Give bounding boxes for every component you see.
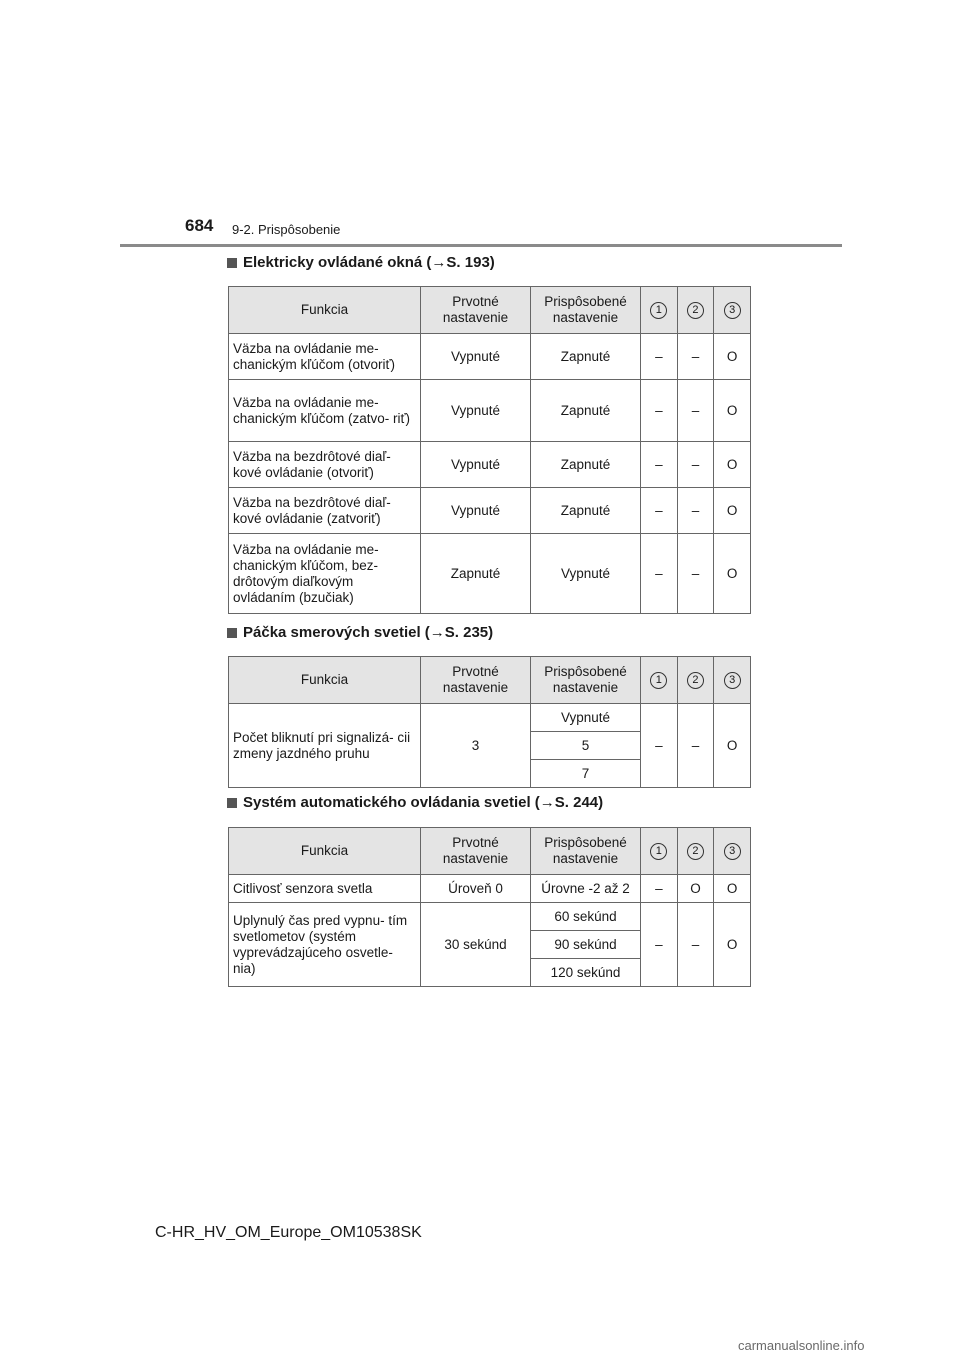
section-title-turn-signal-lever [227, 624, 493, 641]
circled-number-3-icon: 3 [724, 302, 741, 319]
circled-number-3-icon: 3 [724, 672, 741, 689]
document-code: C-HR_HV_OM_Europe_OM10538SK [155, 1224, 422, 1241]
col-header-1 [641, 287, 678, 334]
cell-custom-option: 120 sekúnd [531, 959, 641, 987]
cell-col2: – [677, 380, 714, 442]
cell-function: Počet bliknutí pri signalizá- cii zmeny jazdného pruhu [229, 704, 421, 788]
cell-col3: O [714, 875, 751, 903]
col-header-1 [641, 828, 678, 875]
cell-custom: Zapnuté [531, 442, 641, 488]
square-bullet-icon [227, 628, 237, 638]
circled-number-1-icon: 1 [650, 672, 667, 689]
cell-col3: O [714, 334, 751, 380]
table-row [229, 534, 751, 614]
cell-custom: Zapnuté [531, 334, 641, 380]
table-header-row [229, 287, 751, 334]
col-header-3 [714, 657, 751, 704]
circled-number-2-icon: 2 [687, 302, 704, 319]
cell-col1: – [641, 442, 678, 488]
col-header-3 [714, 287, 751, 334]
cell-custom: Zapnuté [531, 488, 641, 534]
cell-col2: – [677, 903, 714, 987]
section-title-text: Elektricky ovládané okná (→S. 193) [243, 254, 495, 271]
cell-col1: – [641, 380, 678, 442]
square-bullet-icon [227, 798, 237, 808]
col-header-2 [677, 828, 714, 875]
cell-initial: Vypnuté [421, 334, 531, 380]
cell-function: Uplynulý čas pred vypnu- tím svetlometov (systém vyprevádzajúceho osvetle- nia) [229, 903, 421, 987]
cell-custom-option: 60 sekúnd [531, 903, 641, 931]
cell-function: Väzba na ovládanie me- chanickým kľúčom (zatvo- riť) [229, 380, 421, 442]
cell-col1: – [641, 903, 678, 987]
cell-initial: Vypnuté [421, 442, 531, 488]
section-title-power-windows [227, 254, 495, 271]
col-header-initial: Prvotné nastavenie [421, 287, 531, 334]
cell-col3: O [714, 704, 751, 788]
circled-number-1-icon: 1 [650, 302, 667, 319]
cell-col3: O [714, 488, 751, 534]
cell-initial: Vypnuté [421, 488, 531, 534]
cell-col1: – [641, 704, 678, 788]
col-header-custom: Prispôsobené nastavenie [531, 287, 641, 334]
table-header-row [229, 828, 751, 875]
section-title-text: Páčka smerových svetiel (→S. 235) [243, 624, 494, 641]
cell-col3: O [714, 534, 751, 614]
cell-function: Väzba na ovládanie me- chanickým kľúčom, bez- drôtovým diaľkovým ovládaním (bzučiak) [229, 534, 421, 614]
section-title-auto-light-system [227, 794, 603, 811]
circled-number-3-icon: 3 [724, 843, 741, 860]
cell-col3: O [714, 380, 751, 442]
cell-initial: 3 [421, 704, 531, 788]
cell-function: Väzba na bezdrôtové diaľ- kové ovládanie (zatvoriť) [229, 488, 421, 534]
cell-col2: O [677, 875, 714, 903]
turn-signal-table [228, 656, 751, 788]
col-header-2 [677, 287, 714, 334]
cell-custom: Vypnuté [531, 534, 641, 614]
section-path: 9-2. Prispôsobenie [232, 222, 341, 237]
section-title-text: Systém automatického ovládania svetiel (→S. 244) [243, 794, 604, 811]
col-header-3 [714, 828, 751, 875]
col-header-function: Funkcia [229, 287, 421, 334]
cell-col2: – [677, 534, 714, 614]
col-header-2 [677, 657, 714, 704]
cell-initial: Zapnuté [421, 534, 531, 614]
cell-col1: – [641, 334, 678, 380]
col-header-initial: Prvotné nastavenie [421, 828, 531, 875]
col-header-1 [641, 657, 678, 704]
cell-initial: 30 sekúnd [421, 903, 531, 987]
cell-custom-option: 5 [531, 732, 641, 760]
table-row [229, 903, 751, 931]
table-row [229, 488, 751, 534]
auto-light-table [228, 827, 751, 987]
cell-custom-option: 7 [531, 760, 641, 788]
table-row [229, 875, 751, 903]
circled-number-2-icon: 2 [687, 843, 704, 860]
cell-col2: – [677, 334, 714, 380]
header-divider [120, 244, 842, 247]
cell-initial: Úroveň 0 [421, 875, 531, 903]
table-row [229, 442, 751, 488]
cell-col3: O [714, 442, 751, 488]
cell-custom-option: 90 sekúnd [531, 931, 641, 959]
circled-number-1-icon: 1 [650, 843, 667, 860]
table-header-row [229, 657, 751, 704]
cell-col2: – [677, 488, 714, 534]
cell-col2: – [677, 704, 714, 788]
page-number: 684 [185, 216, 214, 235]
circled-number-2-icon: 2 [687, 672, 704, 689]
col-header-initial: Prvotné nastavenie [421, 657, 531, 704]
cell-custom: Zapnuté [531, 380, 641, 442]
cell-function: Väzba na bezdrôtové diaľ- kové ovládanie (otvoriť) [229, 442, 421, 488]
square-bullet-icon [227, 258, 237, 268]
table-row [229, 704, 751, 732]
table-row [229, 380, 751, 442]
watermark: carmanualsonline.info [738, 1338, 865, 1353]
cell-col2: – [677, 442, 714, 488]
cell-col3: O [714, 903, 751, 987]
col-header-custom: Prispôsobené nastavenie [531, 828, 641, 875]
power-windows-table [228, 286, 751, 614]
cell-custom: Úrovne -2 až 2 [531, 875, 641, 903]
cell-col1: – [641, 534, 678, 614]
col-header-function: Funkcia [229, 828, 421, 875]
cell-col1: – [641, 488, 678, 534]
cell-initial: Vypnuté [421, 380, 531, 442]
col-header-function: Funkcia [229, 657, 421, 704]
cell-function: Väzba na ovládanie me- chanickým kľúčom (otvoriť) [229, 334, 421, 380]
col-header-custom: Prispôsobené nastavenie [531, 657, 641, 704]
cell-custom-option: Vypnuté [531, 704, 641, 732]
cell-col1: – [641, 875, 678, 903]
cell-function: Citlivosť senzora svetla [229, 875, 421, 903]
table-row [229, 334, 751, 380]
